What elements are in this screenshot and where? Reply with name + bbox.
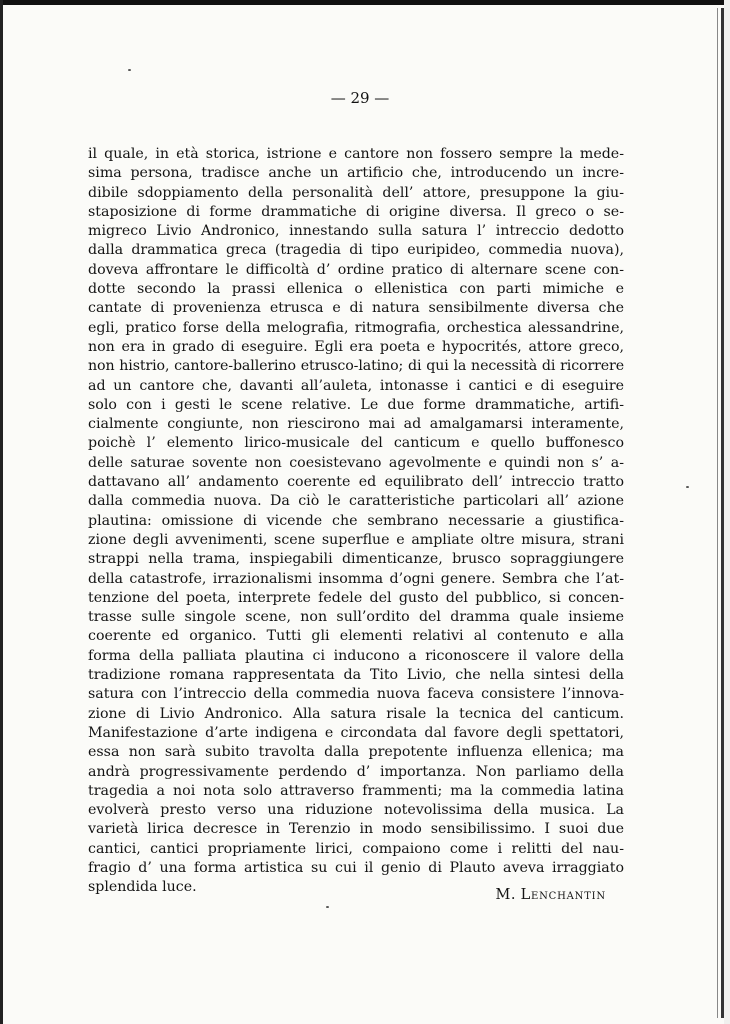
author-surname: Lenchantin [520, 887, 606, 903]
text-line: staposizione di forme drammatiche di origine diversa. Il greco o se- [88, 203, 624, 220]
text-line: tenzione del poeta, interprete fedele del gusto del pubblico, si concen- [88, 589, 624, 606]
text-line: il quale, in età storica, istrione e cantore non fossero sempre la mede- [88, 146, 624, 162]
text-line: satura con l’intreccio della commedia nuova faceva consistere l’innova- [88, 686, 624, 703]
text-line: migreco Livio Andronico, innestando sulla satura l’ intreccio dedotto [88, 223, 624, 240]
author-signature [446, 887, 606, 903]
text-line: dibile sdoppiamento della personalità dell’ attore, presuppone la giu- [88, 184, 624, 201]
text-line: dotte secondo la prassi ellenica o ellenistica con parti mimiche e [88, 281, 624, 298]
text-line: poichè l’ elemento lirico-musicale del canticum e quello buffonesco [88, 435, 624, 452]
text-line: dalla commedia nuova. Da ciò le caratteristiche particolari all’ azione [88, 493, 624, 510]
text-line: solo con i gesti le scene relative. Le due forme drammatiche, artifi- [88, 396, 624, 413]
page-number: — 29 — [330, 89, 390, 107]
text-line: dalla drammatica greca (tragedia di tipo euripideo, commedia nuova), [88, 242, 624, 259]
paper-speck [326, 906, 329, 908]
page-right-binding-edge [721, 8, 724, 1018]
text-line: forma della palliata plautina ci inducono a riconoscere il valore della [88, 647, 624, 664]
text-line: splendida luce. [88, 879, 197, 896]
text-line: trasse sulle singole scene, non sull’ordito del dramma quale insieme [88, 609, 624, 626]
body-text [88, 145, 624, 898]
author-initial: M. [495, 887, 516, 903]
text-line: ad un cantore che, davanti all’auleta, intonasse i cantici e di eseguire [88, 377, 624, 394]
text-line: della catastrofe, irrazionalismi insomma d’ogni genere. Sembra che l’at- [88, 570, 624, 587]
text-line: tradizione romana rappresentata da Tito Livio, che nella sintesi della [88, 667, 624, 684]
text-line: cialmente congiunte, non riescirono mai ad amalgamarsi interamente, [88, 416, 624, 433]
text-line: varietà lirica decresce in Terenzio in modo sensibilissimo. I suoi due [88, 821, 624, 838]
page-right-strip [724, 0, 730, 1024]
text-line: essa non sarà subito travolta dalla prepotente influenza ellenica; ma [88, 744, 624, 761]
text-line: doveva affrontare le difficoltà d’ ordine pratico di alternare scene con- [88, 261, 624, 278]
text-line: evolverà presto verso una riduzione notevolissima della musica. La [88, 802, 624, 819]
text-line: strappi nella trama, inspiegabili dimenticanze, brusco sopraggiungere [88, 551, 624, 568]
text-line: cantici, cantici propriamente lirici, compaiono come i relitti del nau- [88, 840, 624, 857]
page-right-binding-line [717, 8, 718, 1018]
text-line: dattavano all’ andamento coerente ed equilibrato dell’ intreccio tratto [88, 474, 624, 491]
text-line: plautina: omissione di vicende che sembrano necessarie a giustifica- [88, 512, 624, 529]
text-line: sima persona, tradisce anche un artificio che, introducendo un incre- [88, 165, 624, 182]
text-line: zione di Livio Andronico. Alla satura risale la tecnica del canticum. [88, 705, 624, 722]
text-line: fragio d’ una forma artistica su cui il genio di Plauto aveva irraggiato [88, 859, 624, 876]
text-line: egli, pratico forse della melografia, ritmografia, orchestica alessandrine, [88, 319, 624, 336]
text-line: tragedia a noi nota solo attraverso frammenti; ma la commedia latina [88, 782, 624, 799]
text-line: non era in grado di eseguire. Egli era poeta e hypocrités, attore greco, [88, 338, 624, 355]
text-line: Manifestazione d’arte indigena e circondata dal favore degli spettatori, [88, 724, 624, 741]
text-line: zione degli avvenimenti, scene superflue e ampliate oltre misura, strani [88, 531, 624, 548]
paper-speck [128, 69, 131, 71]
text-line: delle saturae sovente non coesistevano agevolmente e quindi non s’ a- [88, 454, 624, 471]
page-top-edge [0, 0, 730, 5]
page-left-edge [0, 0, 3, 1024]
text-line: cantate di provenienza etrusca e di natura sensibilmente diversa che [88, 300, 624, 317]
text-line: andrà progressivamente perdendo d’ importanza. Non parliamo della [88, 763, 624, 780]
text-line: coerente ed organico. Tutti gli elementi relativi al contenuto e alla [88, 628, 624, 645]
paper-speck [686, 486, 689, 488]
text-line: non histrio, cantore-ballerino etrusco-latino; di qui la necessità di ricorrere [88, 358, 624, 375]
